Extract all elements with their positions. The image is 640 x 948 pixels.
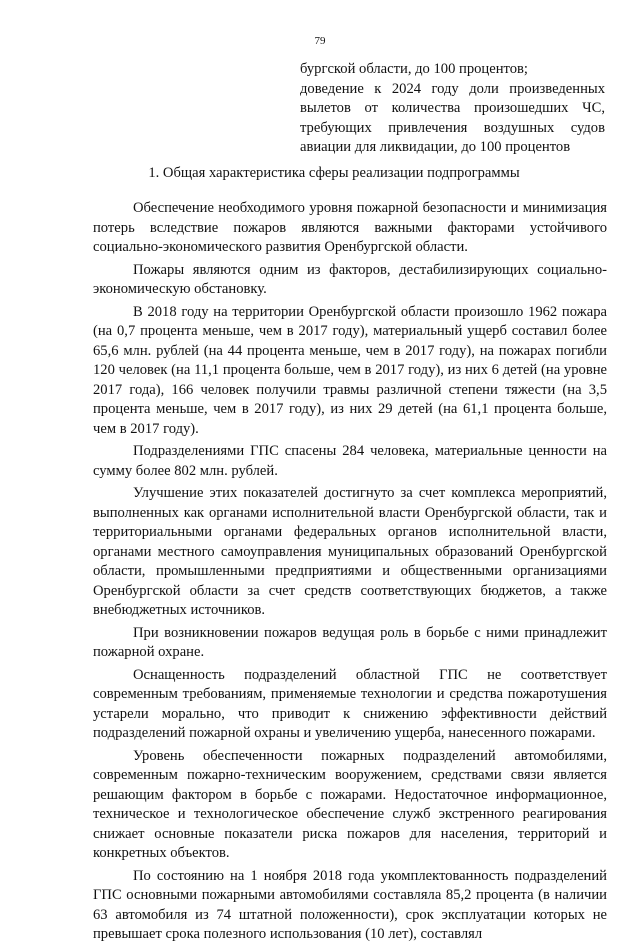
paragraph: Уровень обеспеченности пожарных подразделений автомобилями, современным пожарно-техническим вооружением, средствами связи является решающим фактором в борьбе с пожарами. Недостаточное информационное, техническое и технологическое обеспечение служб экстренного реагирования снижает основные показатели риска пожаров для населения, территорий и конкретных объектов. xyxy=(93,747,607,861)
paragraph: Обеспечение необходимого уровня пожарной безопасности и минимизация потерь вследствие пожаров являются важными факторами устойчивого социально-экономического развития Оренбургской области. xyxy=(93,200,607,255)
body-text xyxy=(93,199,607,948)
section-heading: 1. Общая характеристика сферы реализации подпрограммы xyxy=(148,165,520,181)
paragraph: По состоянию на 1 ноября 2018 года укомплектованность подразделений ГПС основными пожарными автомобилями составляла 85,2 процента (в наличии 63 автомобиля из 74 штатной положенности), срок эксплуатации которых не превышает срока полезного использования (10 лет), составлял xyxy=(93,867,607,942)
paragraph: Оснащенность подразделений областной ГПС не соответствует современным требованиям, применяемые технологии и средства пожаротушения устарели морально, что приводит к снижению эффективности действий подразделений пожарной охраны и увеличению ущерба, нанесенного пожарами. xyxy=(93,666,607,741)
paragraph: Подразделениями ГПС спасены 284 человека, материальные ценности на сумму более 802 млн. рублей. xyxy=(93,443,607,479)
page-number: 79 xyxy=(314,35,326,47)
paragraph: Улучшение этих показателей достигнуто за счет комплекса мероприятий, выполненных как органами исполнительной власти Оренбургской области, так и территориальными органами федеральных органов исполнительной власти, органами местного самоуправления муниципальных образований Оренбургской области, промышленными предприятиями и общественными организациями Оренбургской области за счет средств соответствующих бюджетов, а также внебюджетных источников. xyxy=(93,485,607,618)
continuation-line: доведение к 2024 году доли произведенных вылетов от количества произошедших ЧС, требующих привлечения воздушных судов авиации для ликвидации, до 100 процентов xyxy=(300,80,605,155)
paragraph: При возникновении пожаров ведущая роль в борьбе с ними принадлежит пожарной охране. xyxy=(93,624,607,660)
paragraph: Пожары являются одним из факторов, дестабилизирующих социально-экономическую обстановку. xyxy=(93,261,607,297)
continuation-block xyxy=(300,60,605,158)
continuation-line: бургской области, до 100 процентов; xyxy=(300,61,528,77)
paragraph: В 2018 году на территории Оренбургской области произошло 1962 пожара (на 0,7 процента меньше, чем в 2017 году), материальный ущерб составил более 65,6 млн. рублей (на 44 процента меньше, чем в 2017 году), на пожарах погибли 120 человек (на 11,1 процента больше, чем в 2017 году), из них 6 детей (на уровне 2017 года), 166 человек получили травмы различной степени тяжести (на 3,5 процента меньше, чем в 2017 году), из них 29 детей (на 61,1 процента больше, чем в 2017 году). xyxy=(93,303,607,437)
